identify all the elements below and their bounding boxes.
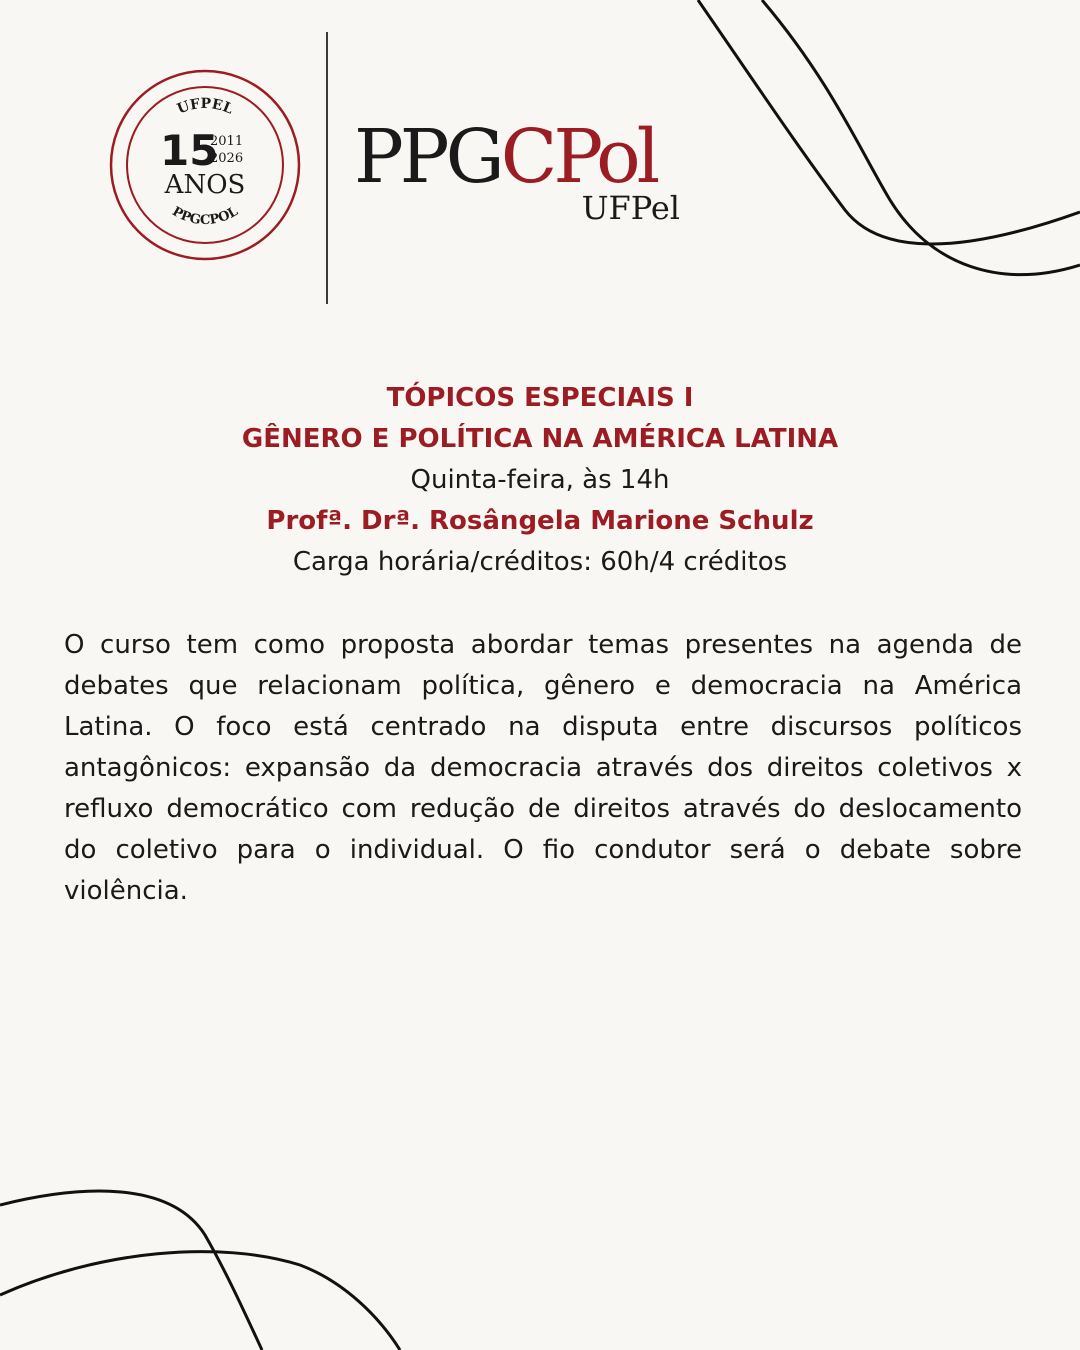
course-title-line2: GÊNERO E POLÍTICA NA AMÉRICA LATINA: [241, 424, 839, 454]
ppgcpol-logo: [354, 112, 684, 227]
seal-bottom-text: PPGCPOL: [169, 204, 241, 229]
brand-subtitle: UFPel: [581, 189, 680, 227]
course-header: [40, 378, 1040, 583]
brand-ppg: PPG: [354, 114, 501, 200]
course-schedule: Quinta-feira, às 14h: [410, 465, 670, 495]
seal-anos: ANOS: [164, 170, 246, 200]
seal-top-text: UFPEL: [174, 95, 236, 118]
brand-cpol: CPol: [500, 114, 657, 200]
course-professor: Profª. Drª. Rosângela Marione Schulz: [266, 506, 814, 536]
logo-divider: [326, 32, 328, 304]
seal-number: 15: [160, 126, 219, 175]
course-title-line1: TÓPICOS ESPECIAIS I: [386, 383, 694, 413]
course-workload: Carga horária/créditos: 60h/4 créditos: [292, 547, 788, 577]
course-description: O curso tem como proposta abordar temas presentes na agenda de debates que relacionam política, gênero e democracia na América Latina. O foco está centrado na disputa entre discursos políticos antagônicos: expansão da democracia através dos direitos coletivos x refluxo democrático com redução de direitos através do deslocamento do coletivo para o individual. O fio condutor será o debate sobre violência.: [64, 630, 1022, 906]
top-right-curve-2: [762, 0, 1080, 275]
seal-year-start: 2011: [210, 134, 244, 149]
seal-year-end: 2026: [210, 151, 244, 166]
anniversary-seal-logo: [108, 68, 302, 262]
bottom-left-curve-2: [0, 1252, 400, 1350]
top-right-curve-1: [698, 0, 1080, 244]
bottom-left-curve-1: [0, 1191, 262, 1350]
